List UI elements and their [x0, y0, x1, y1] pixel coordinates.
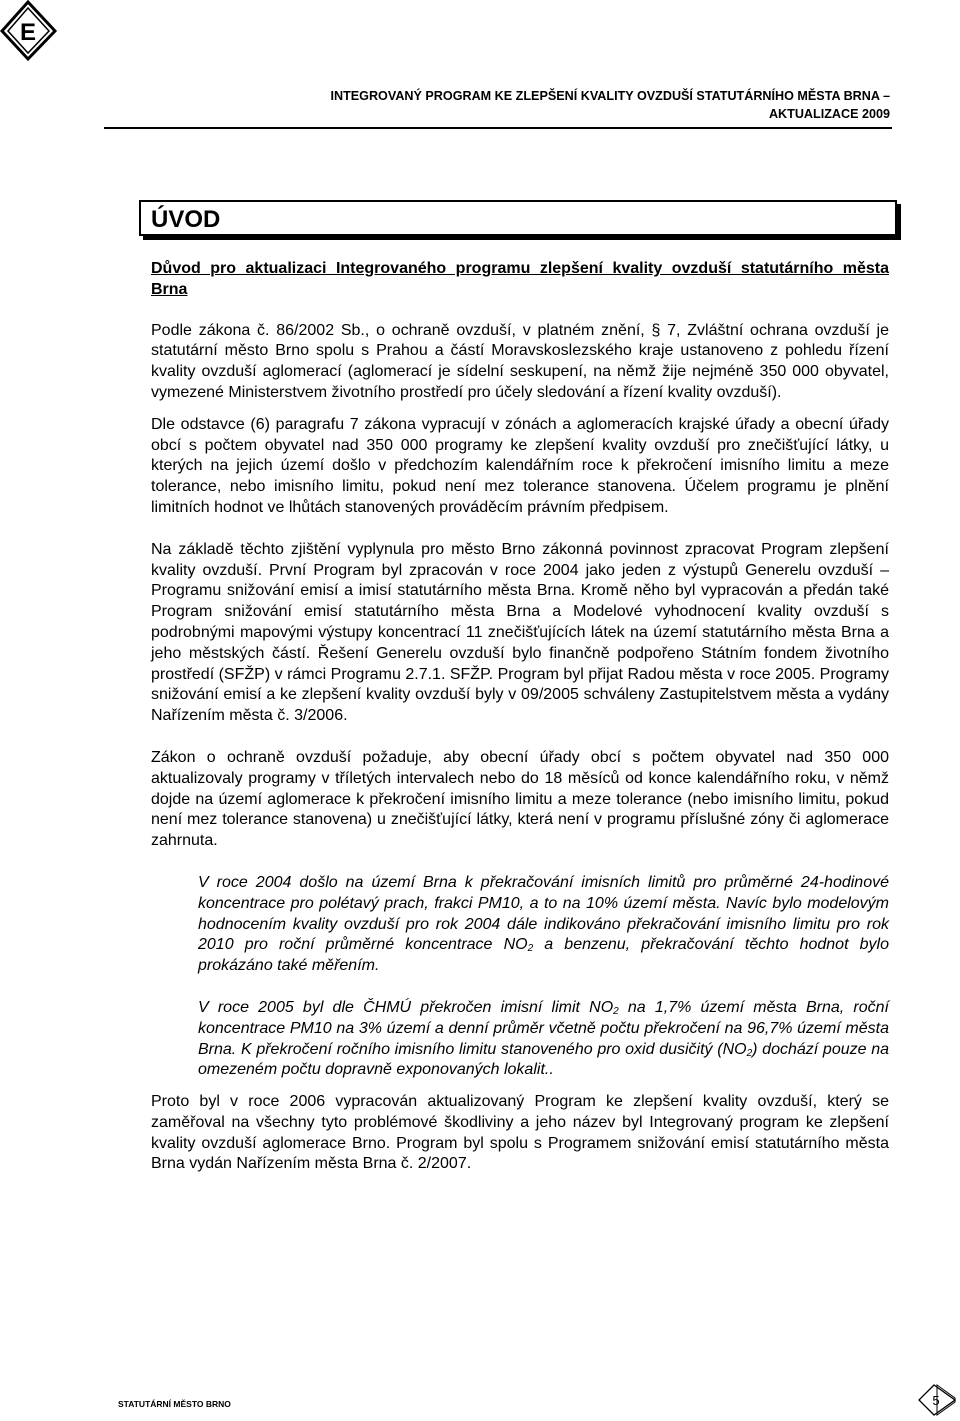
- subtitle: Důvod pro aktualizaci Integrovaného programu zlepšení kvality ovzduší statutárního města Brna: [151, 260, 889, 298]
- logo-e-icon: [0, 0, 60, 62]
- header-title-line2: AKTUALIZACE 2009: [768, 107, 890, 121]
- paragraph-1: Podle zákona č. 86/2002 Sb., o ochraně ovzduší, v platném znění, § 7, Zvláštní ochrana ovzduší je statutární město Brno spolu s Prahou a částí Moravskoslezského kraje ustanoveno z pohledu řízení kvality ovzduší aglomerací (aglomerací je sídelní seskupení, na němž žije nejméně 350 000 obyvatel, vymezené Ministerstvem životního prostředí pro účely sledování a řízení kvality ovzduší).: [151, 321, 889, 401]
- svg-text:E: E: [19, 19, 37, 46]
- svg-text:5: 5: [932, 1393, 940, 1408]
- quote-2005: V roce 2005 byl dle ČHMÚ překročen imisní limit $NO_2$ na 1,7% území města Brna, roční koncentrace PM10 na 3% území a denní průměr včetně počtu překročení na 96,7% území města Brna. K překročení ročního imisního limitu stanoveného pro oxid dusičitý $(NO_2)$ dochází pouze na omezeném počtu dopravně exponovaných lokalit..: [198, 998, 890, 1079]
- document-body: [151, 259, 889, 1175]
- footer-left: STATUTÁRNÍ MĚSTO BRNO: [118, 1399, 231, 1409]
- page-number-badge: [918, 1384, 956, 1416]
- section-title: ÚVOD: [151, 206, 221, 233]
- paragraph-4: Zákon o ochraně ovzduší požaduje, aby obecní úřady obcí s počtem obyvatel nad 350 000 aktualizovaly programy v tříletých intervalech nebo do 18 měsíců od konce kalendářního roku, v němž dojde na území aglomerace k překročení imisního limitu a meze tolerance (nebo imisního limitu, pokud není mez tolerance stanovena) u znečišťující látky, která není v programu příslušné zóny či aglomerace zahrnuta.: [151, 748, 889, 850]
- header-rule: [104, 127, 892, 129]
- header-title-line1: INTEGROVANÝ PROGRAM KE ZLEPŠENÍ KVALITY OVZDUŠÍ STATUTÁRNÍHO MĚSTA BRNA –: [330, 89, 890, 103]
- quote-2004: V roce 2004 došlo na území Brna k překračování imisních limitů pro průměrné 24-hodinové koncentrace pro polétavý prach, frakci PM10, a to na 10% území města. Navíc bylo modelovým hodnocením kvality ovzduší pro rok 2004 dále indikováno překračování imisního limitu pro rok 2010 pro roční průměrné koncentrace $NO_2$ a benzenu, překračování těchto hodnot bylo prokázáno také měřením.: [198, 873, 890, 975]
- closing-paragraph: Proto byl v roce 2006 vypracován aktualizovaný Program ke zlepšení kvality ovzduší, který se zaměřoval na všechny tyto problémové škodliviny a jeho název byl Integrovaný program ke zlepšení kvality ovzduší aglomerace Brno. Program byl spolu s Programem snižování emisí statutárního města Brna vydán Nařízením města Brna č. 2/2007.: [151, 1093, 889, 1173]
- paragraph-2: Dle odstavce (6) paragrafu 7 zákona vypracují v zónách a aglomeracích krajské úřady a obecní úřady obcí s počtem obyvatel nad 350 000 programy ke zlepšení kvality ovzduší pro znečišťující látky, u kterých na jejich území došlo v předchozím kalendářním roce k překročení imisního limitu a meze tolerance, nebo imisního limitu, pokud není mez tolerance stanovena. Účelem programu je plnění limitních hodnot ve lhůtách stanovených prováděcím právním předpisem.: [151, 415, 889, 516]
- paragraph-3: Na základě těchto zjištění vyplynula pro město Brno zákonná povinnost zpracovat Program zlepšení kvality ovzduší. První Program byl zpracován v roce 2004 jako jeden z výstupů Generelu ovzduší – Programu snižování emisí a imisí statutárního města Brna. Kromě něho byl vypracován a předán také Program snižování emisí statutárního města Brna a Modelové vyhodnocení kvality ovzduší s podrobnými mapovými výstupy koncentrací 11 znečišťujících látek na území statutárního města Brna a jeho městských částí. Řešení Generelu ovzduší bylo finančně podpořeno Státním fondem životního prostředí (SFŽP) v rámci Programu 2.7.1. SFŽP. Program byl přijat Radou města v roce 2005. Programy snižování emisí a ke zlepšení kvality ovzduší byly v 09/2005 schváleny Zastupitelstvem města a vydány Nařízením města č. 3/2006.: [151, 540, 889, 725]
- section-title-box: [139, 200, 897, 236]
